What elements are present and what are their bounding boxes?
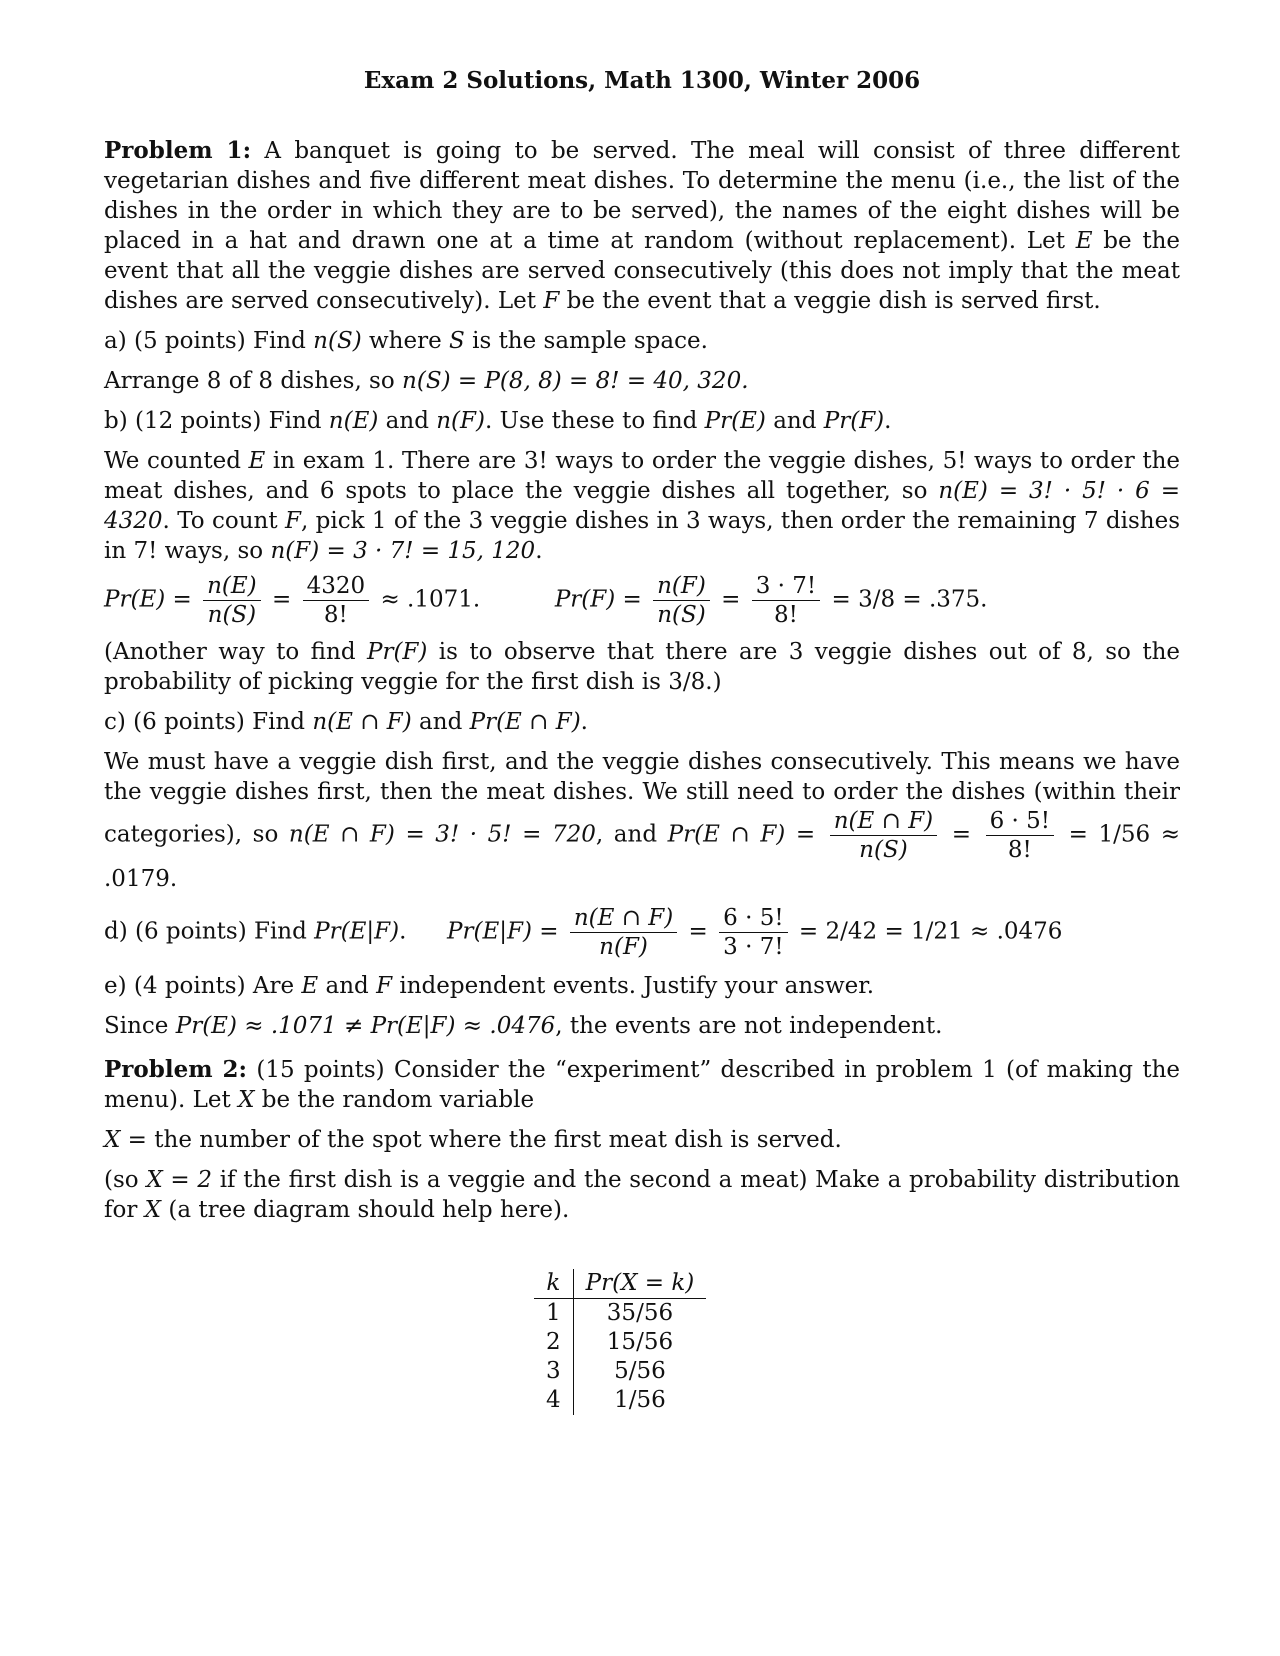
table-row: 1 35/56 <box>534 1299 706 1329</box>
table-row: 3 5/56 <box>534 1357 706 1386</box>
problem-1-label: Problem 1: <box>104 137 252 164</box>
part-c-fraction-2: $\frac{6 \cdot 5!}{8!}$ <box>986 807 1054 864</box>
pr-e-fraction-1: $\frac{n(E)}{n(S)}$ <box>203 572 261 629</box>
part-e-question: e) (4 points) Are E and F independent events. Justify your answer. <box>104 973 875 999</box>
part-d-fraction-2: $\frac{6 \cdot 5!}{3 \cdot 7!}$ <box>719 904 787 961</box>
part-d-fraction-1: $\frac{n(E \cap F)}{n(F)}$ <box>570 904 677 961</box>
table-row: 2 15/56 <box>534 1328 706 1357</box>
part-b-note: (Another way to find Pr(F) is to observe that there are 3 veggie dishes out of 8, so the probability of picking veggie for the first dish is 3/8.) <box>104 639 1180 695</box>
problem-2-note: (so X = 2 if the first dish is a veggie and the second a meat) Make a probability distribution for X (a tree diagram should help here). <box>104 1167 1181 1223</box>
pr-e-lhs: Pr(E) = <box>104 586 192 613</box>
table-row: 4 1/56 <box>534 1386 706 1415</box>
page-title: Exam 2 Solutions, Math 1300, Winter 2006 <box>363 67 921 94</box>
document-page <box>104 66 1180 1415</box>
problem-2-definition: X = the number of the spot where the first meat dish is served. <box>104 1127 842 1153</box>
part-c-fraction-1: $\frac{n(E \cap F)}{n(S)}$ <box>830 807 937 864</box>
pr-f-result: = 3/8 = .375. <box>831 586 988 613</box>
pr-f-fraction-1: $\frac{n(F)}{n(S)}$ <box>653 572 710 629</box>
part-b-answer: We counted E in exam 1. There are 3! ways to order the veggie dishes, 5! ways to order the meat dishes, and 6 spots to place the veggie dishes all together, so n(E) = 3! · 5! · 6 = 4320. To count F, pick 1 of the 3 veggie dishes in 3 ways, then order the remaining 7 dishes in 7! ways, so n(F) = 3 · 7! = 15, 120. <box>104 448 1180 564</box>
column-header-k: k <box>534 1269 573 1299</box>
problem-1-statement: Problem 1: A banquet is going to be served. The meal will consist of three different vegetarian dishes and five different meat dishes. To determine the menu (i.e., the list of the dishes in the order in which they are to be served), the names of the eight dishes will be placed in a hat and drawn one at a time at random (without replacement). Let E be the event that all the veggie dishes are served consecutively (this does not imply that the meat dishes are served consecutively). Let F be the event that a veggie dish is served first. <box>104 137 1181 314</box>
part-a-question: a) (5 points) Find n(S) where S is the sample space. <box>104 328 708 354</box>
part-c-result: = 1/56 ≈ .0179. <box>104 821 1181 892</box>
part-a-answer: Arrange 8 of 8 dishes, so n(S) = P(8, 8) = 8! = 40, 320. <box>104 368 749 394</box>
pr-f-fraction-2: $\frac{3 \cdot 7!}{8!}$ <box>752 572 820 629</box>
column-header-probability: Pr(X = k) <box>573 1269 706 1299</box>
table-header-row <box>534 1269 706 1299</box>
pr-f-lhs: Pr(F) = <box>554 586 642 613</box>
part-c-question: c) (6 points) Find n(E ∩ F) and Pr(E ∩ F). <box>104 709 588 735</box>
part-c-answer: We must have a veggie dish first, and the veggie dishes consecutively. This means we have the veggie dishes first, then the meat dishes. We still need to order the dishes (within their categories), so n(E ∩ F) = 3! · 5! = 720, and Pr(E ∩ F) = $\frac{n(E \cap F)}{n(S)}$ = $\frac{6 \cdot 5!}{8!}$ = 1/56 ≈ .0179. <box>104 749 1181 892</box>
part-b-question: b) (12 points) Find n(E) and n(F). Use these to find Pr(E) and Pr(F). <box>104 408 892 434</box>
problem-2-statement: Problem 2: (15 points) Consider the “experiment” described in problem 1 (of making the menu). Let X be the random variable <box>104 1056 1180 1113</box>
probability-distribution-table <box>534 1269 706 1415</box>
part-d-result: = 2/42 = 1/21 ≈ .0476 <box>798 918 1063 945</box>
pr-e-result: ≈ .1071. <box>380 586 481 613</box>
pr-e-fraction-2: $\frac{4320}{8!}$ <box>303 572 370 629</box>
part-e-answer: Since Pr(E) ≈ .1071 ≠ Pr(E|F) ≈ .0476, the events are not independent. <box>104 1013 943 1039</box>
part-b-probabilities: Pr(E) = $\frac{n(E)}{n(S)}$ = $\frac{4320}{8!}$ ≈ .1071. Pr(F) = $\frac{n(F)}{n(S)}$ = $\frac{3 \cdot 7!}{8!}$ = 3/8 = .375. <box>104 573 988 628</box>
part-d: d) (6 points) Find Pr(E|F). Pr(E|F) = $\frac{n(E \cap F)}{n(F)}$ = $\frac{6 \cdot 5!}{3 \cdot 7!}$ = 2/42 = 1/21 ≈ .0476 <box>104 905 1063 960</box>
problem-2-label: Problem 2: <box>104 1056 248 1083</box>
